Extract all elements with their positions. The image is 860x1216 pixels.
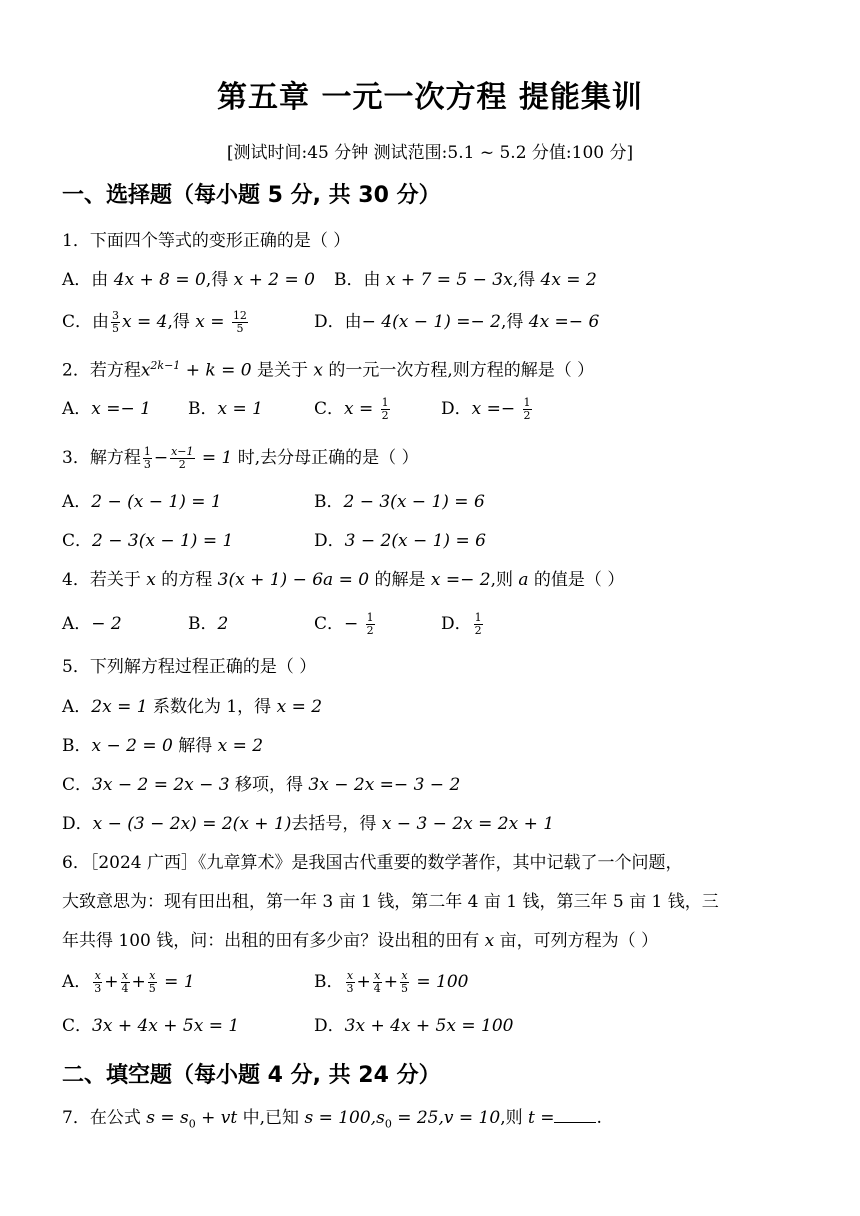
q5-option-d: D．x − (3 − 2x) = 2(x + 1)去括号，得 x − 3 − 2x = 2x + 1 <box>62 814 555 834</box>
page-title: 第五章 一元一次方程 提能集训 <box>217 80 643 115</box>
q2-option-d: D．x =− $\frac{1}{2}$ <box>441 396 531 422</box>
q2-option-a: A．x =− 1 <box>62 399 151 419</box>
q6-option-a: A． $\frac{x}{3}$ + $\frac{x}{4}$ + $\frac{x}{5}$ = 1 <box>62 969 195 995</box>
q3-option-a: A．2 − (x − 1) = 1 <box>62 492 222 512</box>
q1-option-a: A．由 4x + 8 = 0,得 x + 2 = 0 <box>62 270 315 290</box>
section-fill-title: 二、填空题（每小题 4 分, 共 24 分） <box>62 1063 441 1088</box>
q6-option-d: D．3x + 4x + 5x = 100 <box>314 1016 514 1036</box>
q2-option-c: C．x = $\frac{1}{2}$ <box>314 396 389 422</box>
q4-option-c: C．− $\frac{1}{2}$ <box>314 611 374 637</box>
q7-stem: 7．在公式 $s = s_0$ + vt 中,已知 $s = 100,s_0 = 25,v = 10$,则 t = . <box>62 1108 602 1131</box>
q1-option-c: C．由 $\frac{3}{5}$ x = 4,得 x = $\frac{12}{5}$ <box>62 309 247 335</box>
q5-option-a: A．2x = 1 系数化为 1，得 x = 2 <box>62 697 323 717</box>
q4-option-b: B．2 <box>188 614 229 634</box>
q6-option-c: C．3x + 4x + 5x = 1 <box>62 1016 240 1036</box>
q3-option-c: C．2 − 3(x − 1) = 1 <box>62 531 234 551</box>
q3-option-d: D．3 − 2(x − 1) = 6 <box>314 531 486 551</box>
q1-option-b: B．由 x + 7 = 5 − 3x,得 4x = 2 <box>334 270 597 290</box>
q1-option-d: D．由− 4(x − 1) =− 2,得 4x =− 6 <box>314 312 600 332</box>
q2-stem: 2．若方程$x^{2k-1} + k = 0$ 是关于 x 的一元一次方程,则方程的解是（ ） <box>62 359 595 381</box>
q3-option-b: B．2 − 3(x − 1) = 6 <box>314 492 485 512</box>
page-subtitle: [测试时间:45 分钟 测试范围:5.1 ~ 5.2 分值:100 分] <box>226 143 634 163</box>
q3-stem: 3．解方程 $\frac{1}{3}$ − $\frac{x-1}{2}$ = 1 时,去分母正确的是（ ） <box>62 445 419 471</box>
q1-stem: 1．下面四个等式的变形正确的是（ ） <box>62 231 351 251</box>
q5-option-b: B．x − 2 = 0 解得 x = 2 <box>62 736 264 756</box>
q6-stem-line-2: 大致意思为：现有田出租，第一年 3 亩 1 钱，第二年 4 亩 1 钱，第三年 5 亩 1 钱，三 <box>62 892 719 912</box>
q6-stem-line-3: 年共得 100 钱，问：出租的田有多少亩？设出租的田有 x 亩，可列方程为（ ） <box>62 931 659 951</box>
q5-option-c: C．3x − 2 = 2x − 3 移项，得 3x − 2x =− 3 − 2 <box>62 775 461 795</box>
q5-stem: 5．下列解方程过程正确的是（ ） <box>62 657 317 677</box>
section-choice-title: 一、选择题（每小题 5 分, 共 30 分） <box>62 183 441 208</box>
answer-blank[interactable] <box>554 1106 596 1123</box>
q4-stem: 4．若关于 x 的方程 3(x + 1) − 6a = 0 的解是 x =− 2,则 a 的值是（ ） <box>62 570 625 590</box>
q4-option-d: D． $\frac{1}{2}$ <box>441 611 482 637</box>
q6-option-b: B． $\frac{x}{3}$ + $\frac{x}{4}$ + $\frac{x}{5}$ = 100 <box>314 969 469 995</box>
q2-option-b: B．x = 1 <box>188 399 263 419</box>
q6-stem-line-1: 6．［2024 广西］《九章算术》是我国古代重要的数学著作，其中记载了一个问题， <box>62 853 683 873</box>
q4-option-a: A．− 2 <box>62 614 122 634</box>
